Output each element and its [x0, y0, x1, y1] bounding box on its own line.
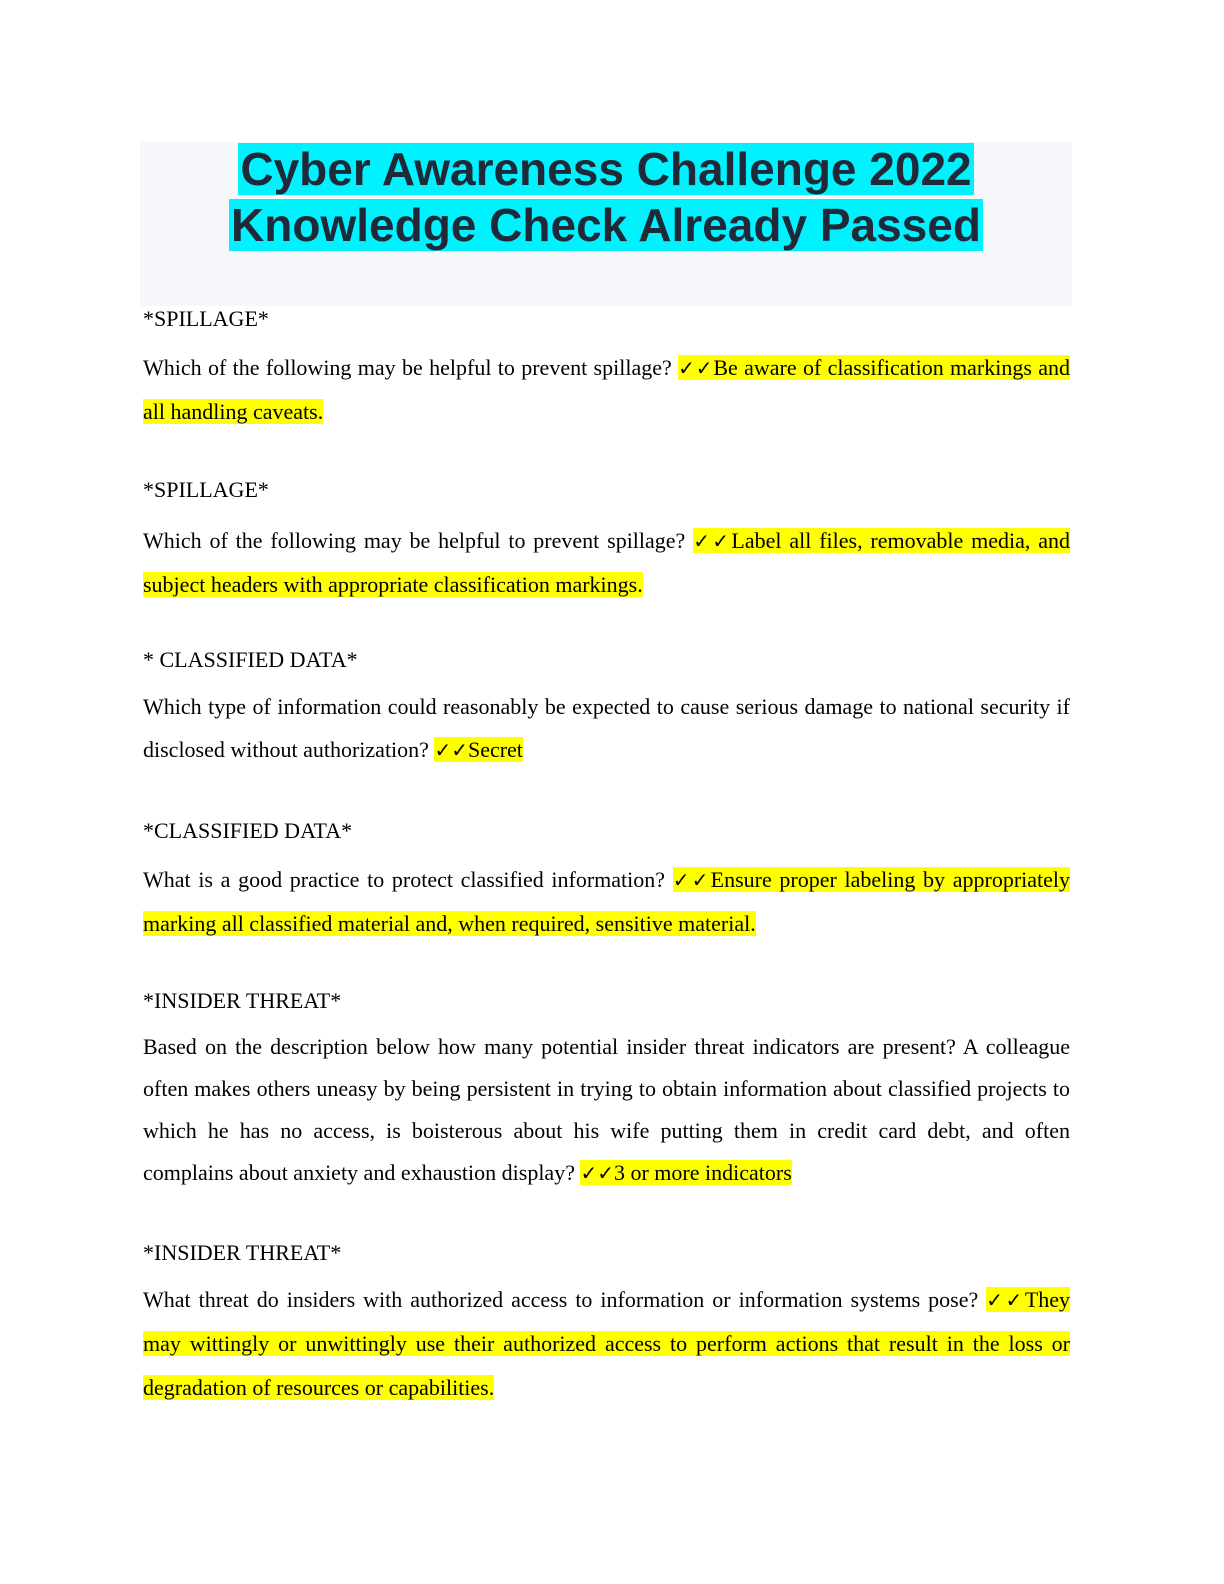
- double-check-icon: ✓✓: [580, 1161, 614, 1185]
- double-check-icon: ✓✓: [678, 356, 714, 380]
- section-heading: *SPILLAGE*: [143, 477, 269, 502]
- document-title-line-2: Knowledge Check Already Passed: [231, 199, 981, 251]
- section-heading: *INSIDER THREAT*: [143, 988, 342, 1013]
- answer-highlight: ✓✓Secret: [434, 737, 523, 762]
- question-text: Which type of information could reasonably be expected to cause serious damage to national security if disclosed without authorization? ✓✓Secret: [143, 694, 1070, 762]
- qa-entry-4: [143, 818, 1070, 945]
- title-block: [140, 142, 1072, 306]
- qa-entry-5: [143, 988, 1070, 1194]
- question-text: Which of the following may be helpful to prevent spillage? ✓✓Label all files, removable media, and subject headers with appropriate classification markings.: [143, 528, 1071, 597]
- qa-entry-2: [143, 477, 1070, 606]
- section-heading: *CLASSIFIED DATA*: [143, 818, 353, 843]
- double-check-icon: ✓✓: [434, 738, 468, 762]
- double-check-icon: ✓✓: [672, 868, 711, 892]
- answer-highlight: ✓✓Ensure proper labeling by appropriately marking all classified material and, when required, sensitive material.: [143, 867, 1071, 936]
- answer-highlight: ✓✓Be aware of classification markings and all handling caveats.: [143, 355, 1071, 424]
- question-text: What threat do insiders with authorized access to information or information systems pose? ✓✓They may wittingly or unwittingly use their authorized access to perform actions that result in the loss or degradation of resources or capabilities.: [143, 1287, 1071, 1400]
- section-heading: *SPILLAGE*: [143, 306, 269, 331]
- qa-entry-1: [143, 306, 1070, 434]
- double-check-icon: ✓✓: [986, 1288, 1025, 1312]
- document-title-line-1: Cyber Awareness Challenge 2022: [240, 143, 972, 195]
- double-check-icon: ✓✓: [693, 529, 732, 553]
- question-text: Based on the description below how many potential insider threat indicators are present? A colleague often makes others uneasy by being persistent in trying to obtain information about classified projects to which he has no access, is boisterous about his wife putting them in credit card debt, and often complains about anxiety and exhaustion display? ✓✓3 or more indicators: [143, 1034, 1070, 1185]
- qa-entry-6: [143, 1240, 1070, 1410]
- answer-highlight: ✓✓3 or more indicators: [580, 1160, 792, 1185]
- answer-highlight: ✓✓Label all files, removable media, and subject headers with appropriate classification markings.: [143, 528, 1071, 597]
- qa-entry-3: [143, 647, 1070, 772]
- question-text: What is a good practice to protect classified information? ✓✓Ensure proper labeling by appropriately marking all classified material and, when required, sensitive material.: [143, 867, 1071, 936]
- answer-highlight: ✓✓They may wittingly or unwittingly use their authorized access to perform actions that result in the loss or degradation of resources or capabilities.: [143, 1287, 1071, 1400]
- section-heading: * CLASSIFIED DATA*: [143, 647, 358, 672]
- question-text: Which of the following may be helpful to prevent spillage? ✓✓Be aware of classification markings and all handling caveats.: [143, 355, 1071, 424]
- section-heading: *INSIDER THREAT*: [143, 1240, 342, 1265]
